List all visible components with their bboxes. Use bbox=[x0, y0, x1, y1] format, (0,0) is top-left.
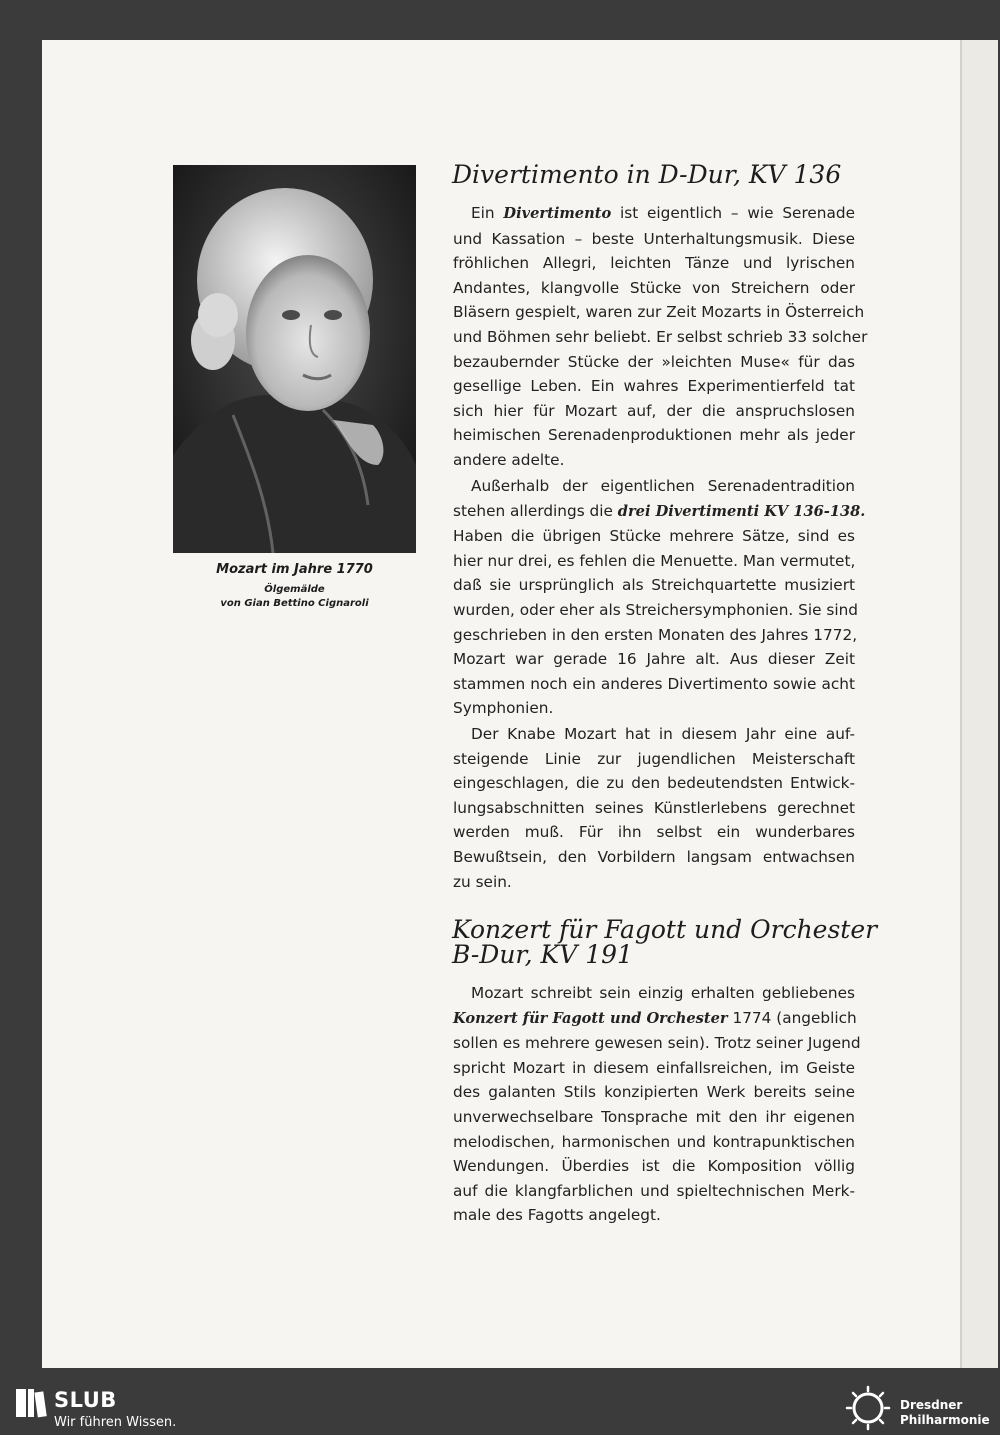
slub-logo-icon[interactable] bbox=[14, 1386, 48, 1424]
paragraph bbox=[453, 474, 866, 721]
text-line: steigende Linie zur jugendlichen Meisterschaft bbox=[453, 749, 855, 768]
text-line: Bewußtsein, den Vorbildern langsam entwachsen bbox=[453, 847, 855, 866]
text-line: unverwechselbare Tonsprache mit den ihr eigenen bbox=[453, 1107, 855, 1126]
text-line: gesellige Leben. Ein wahres Experimentierfeld tat bbox=[453, 377, 855, 396]
text-line: Andantes, klangvolle Stücke von Streichern oder bbox=[453, 278, 855, 297]
text-line: heimischen Serenadenproduktionen mehr als jeder bbox=[453, 426, 855, 445]
text-line: Der Knabe Mozart hat in diesem Jahr eine auf- bbox=[471, 725, 855, 743]
text-line: und Kassation – beste Unterhaltungsmusik. Diese bbox=[453, 229, 855, 248]
emphasized-term: Konzert für Fagott und Orchester bbox=[453, 1009, 728, 1027]
image-caption-line: von Gian Bettino Cignaroli bbox=[220, 598, 369, 609]
text-line: eingeschlagen, die zu den bedeutendsten Entwick- bbox=[453, 774, 855, 793]
text-line: male des Fagotts angelegt. bbox=[453, 1206, 661, 1225]
text-line: Wendungen. Überdies ist die Komposition völlig bbox=[453, 1157, 855, 1176]
image-caption-title: Mozart im Jahre 1770 bbox=[216, 562, 373, 577]
text-line: Haben die übrigen Stücke mehrere Sätze, sind es bbox=[453, 527, 855, 546]
text-line: Bläsern gespielt, waren zur Zeit Mozarts in Österreich bbox=[453, 303, 865, 322]
text-line: geschrieben in den ersten Monaten des Jahres 1772, bbox=[453, 625, 858, 644]
philharmonie-logo-icon[interactable] bbox=[842, 1385, 894, 1435]
text-line: Mozart war gerade 16 Jahre alt. Aus dieser Zeit bbox=[453, 650, 855, 669]
text-line: zu sein. bbox=[453, 872, 512, 891]
section-heading-fagott-concerto-key: B-Dur, KV 191 bbox=[452, 940, 633, 969]
text-line: werden muß. Für ihn selbst ein wunderbares bbox=[453, 823, 855, 842]
section-heading-divertimento: Divertimento in D-Dur, KV 136 bbox=[452, 160, 842, 189]
library-name[interactable]: SLUB bbox=[54, 1388, 117, 1412]
mozart-portrait-image bbox=[173, 165, 416, 553]
text-line: fröhlichen Allegri, leichten Tänze und lyrischen bbox=[453, 254, 855, 273]
paragraph bbox=[453, 201, 868, 473]
text-line: sollen es mehrere gewesen sein). Trotz seiner Jugend bbox=[453, 1034, 861, 1053]
text-line: Ein Divertimento ist eigentlich – wie Serenade bbox=[471, 204, 855, 222]
text-line: Symphonien. bbox=[453, 699, 554, 718]
text-line: lungsabschnitten seines Künstlerlebens gerechnet bbox=[453, 798, 855, 817]
text-line: Konzert für Fagott und Orchester 1774 (angeblich bbox=[453, 1008, 857, 1027]
text-line: des galanten Stils konzipierten Werk bereits seine bbox=[453, 1083, 855, 1102]
next-page-edge bbox=[960, 40, 998, 1368]
text-line: melodischen, harmonischen und kontrapunktischen bbox=[453, 1132, 855, 1151]
emphasized-term: drei Divertimenti KV 136-138. bbox=[617, 502, 866, 520]
text-line: spricht Mozart in diesem einfallsreichen, im Geiste bbox=[453, 1058, 855, 1077]
text-line: stehen allerdings die drei Divertimenti KV 136-138. bbox=[453, 501, 866, 520]
paragraph bbox=[453, 722, 855, 894]
text-line: sich hier für Mozart auf, der die anspruchslosen bbox=[453, 401, 855, 420]
text-line: hier nur drei, es fehlen die Menuette. Man vermutet, bbox=[453, 551, 856, 570]
text-line: auf die klangfarblichen und spieltechnischen Merk- bbox=[453, 1181, 855, 1200]
text-line: Außerhalb der eigentlichen Serenadentradition bbox=[471, 477, 855, 495]
text-line: stammen noch ein anderes Divertimento sowie acht bbox=[453, 674, 855, 693]
text-line: und Böhmen sehr beliebt. Er selbst schrieb 33 solcher bbox=[453, 327, 868, 346]
text-line: andere adelte. bbox=[453, 450, 565, 469]
image-caption-line: Ölgemälde bbox=[264, 584, 325, 595]
partner-name-line2[interactable]: Philharmonie bbox=[900, 1413, 990, 1427]
text-line: wurden, oder eher als Streichersymphonien. Sie sind bbox=[453, 600, 858, 619]
text-line: bezaubernder Stücke der »leichten Muse« für das bbox=[453, 352, 855, 371]
library-tagline: Wir führen Wissen. bbox=[54, 1415, 177, 1430]
paragraph bbox=[453, 981, 861, 1228]
text-line: Mozart schreibt sein einzig erhalten gebliebenes bbox=[471, 984, 855, 1002]
partner-name-line1[interactable]: Dresdner bbox=[900, 1398, 963, 1412]
section-heading-fagott-concerto: Konzert für Fagott und Orchester bbox=[452, 915, 878, 944]
emphasized-term: Divertimento bbox=[503, 205, 612, 222]
text-line: daß sie ursprünglich als Streichquartette musiziert bbox=[453, 576, 855, 595]
